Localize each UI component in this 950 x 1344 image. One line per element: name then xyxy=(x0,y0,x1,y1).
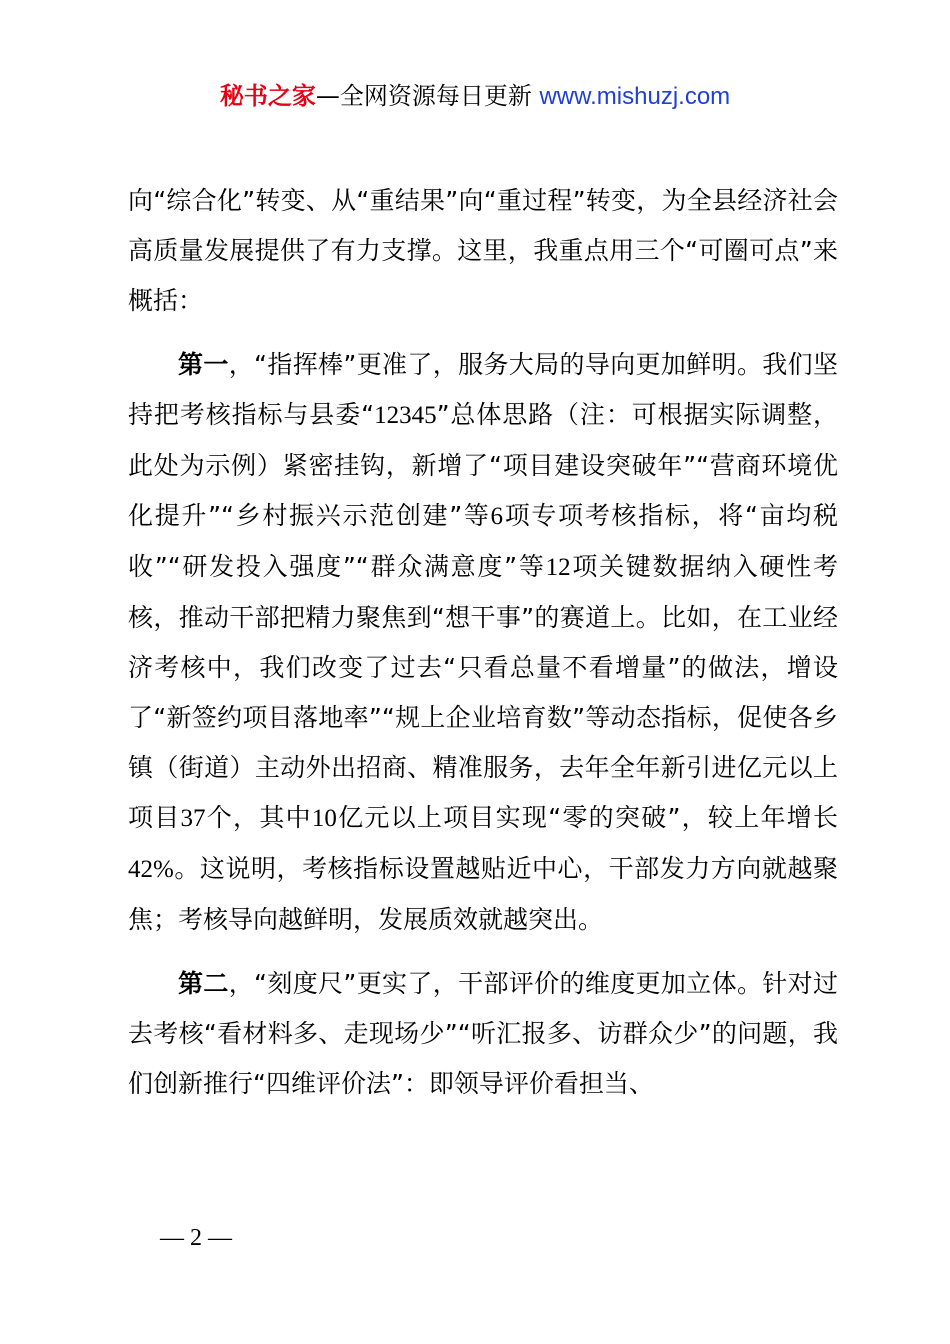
brand-name: 秘书之家 xyxy=(219,82,316,110)
paragraph-intro: 向“综合化”转变、从“重结果”向“重过程”转变，为全县经济社会高质量发展提供了有力支撑。这里，我重点用三个“可圈可点”来概括： xyxy=(128,186,838,315)
paragraph-second: 第二，“刻度尺”更实了，干部评价的维度更加立体。针对过去考核“看材料多、走现场少”“听汇报多、访群众少”的问题，我们创新推行“四维评价法”：即领导评价看担当、 xyxy=(128,969,838,1098)
document-body xyxy=(128,176,838,1109)
paragraph-lead: 第二 xyxy=(178,969,229,998)
site-url-link[interactable]: www.mishuzj.com xyxy=(539,83,731,110)
page-header xyxy=(0,80,950,113)
paragraph-first: 第一，“指挥棒”更准了，服务大局的导向更加鲜明。我们坚持把考核指标与县委“12345”总体思路（注：可根据实际调整，此处为示例）紧密挂钩，新增了“项目建设突破年”“营商环境优化提升”“乡村振兴示范创建”等6项专项考核指标，将“亩均税收”“研发投入强度”“群众满意度”等12项关键数据纳入硬性考核，推动干部把精力聚焦到“想干事”的赛道上。比如，在工业经济考核中，我们改变了过去“只看总量不看增量”的做法，增设了“新签约项目落地率”“规上企业培育数”等动态指标，促使各乡镇（街道）主动外出招商、精准服务，去年全年新引进亿元以上项目37个，其中10亿元以上项目实现“零的突破”，较上年增长42%。这说明，考核指标设置越贴近中心，干部发力方向就越聚焦；考核导向越鲜明，发展质效就越突出。 xyxy=(128,350,839,934)
paragraph-lead: 第一 xyxy=(178,350,229,379)
header-tagline: —全网资源每日更新 xyxy=(315,82,540,110)
page-number: — 2 — xyxy=(160,1225,232,1251)
